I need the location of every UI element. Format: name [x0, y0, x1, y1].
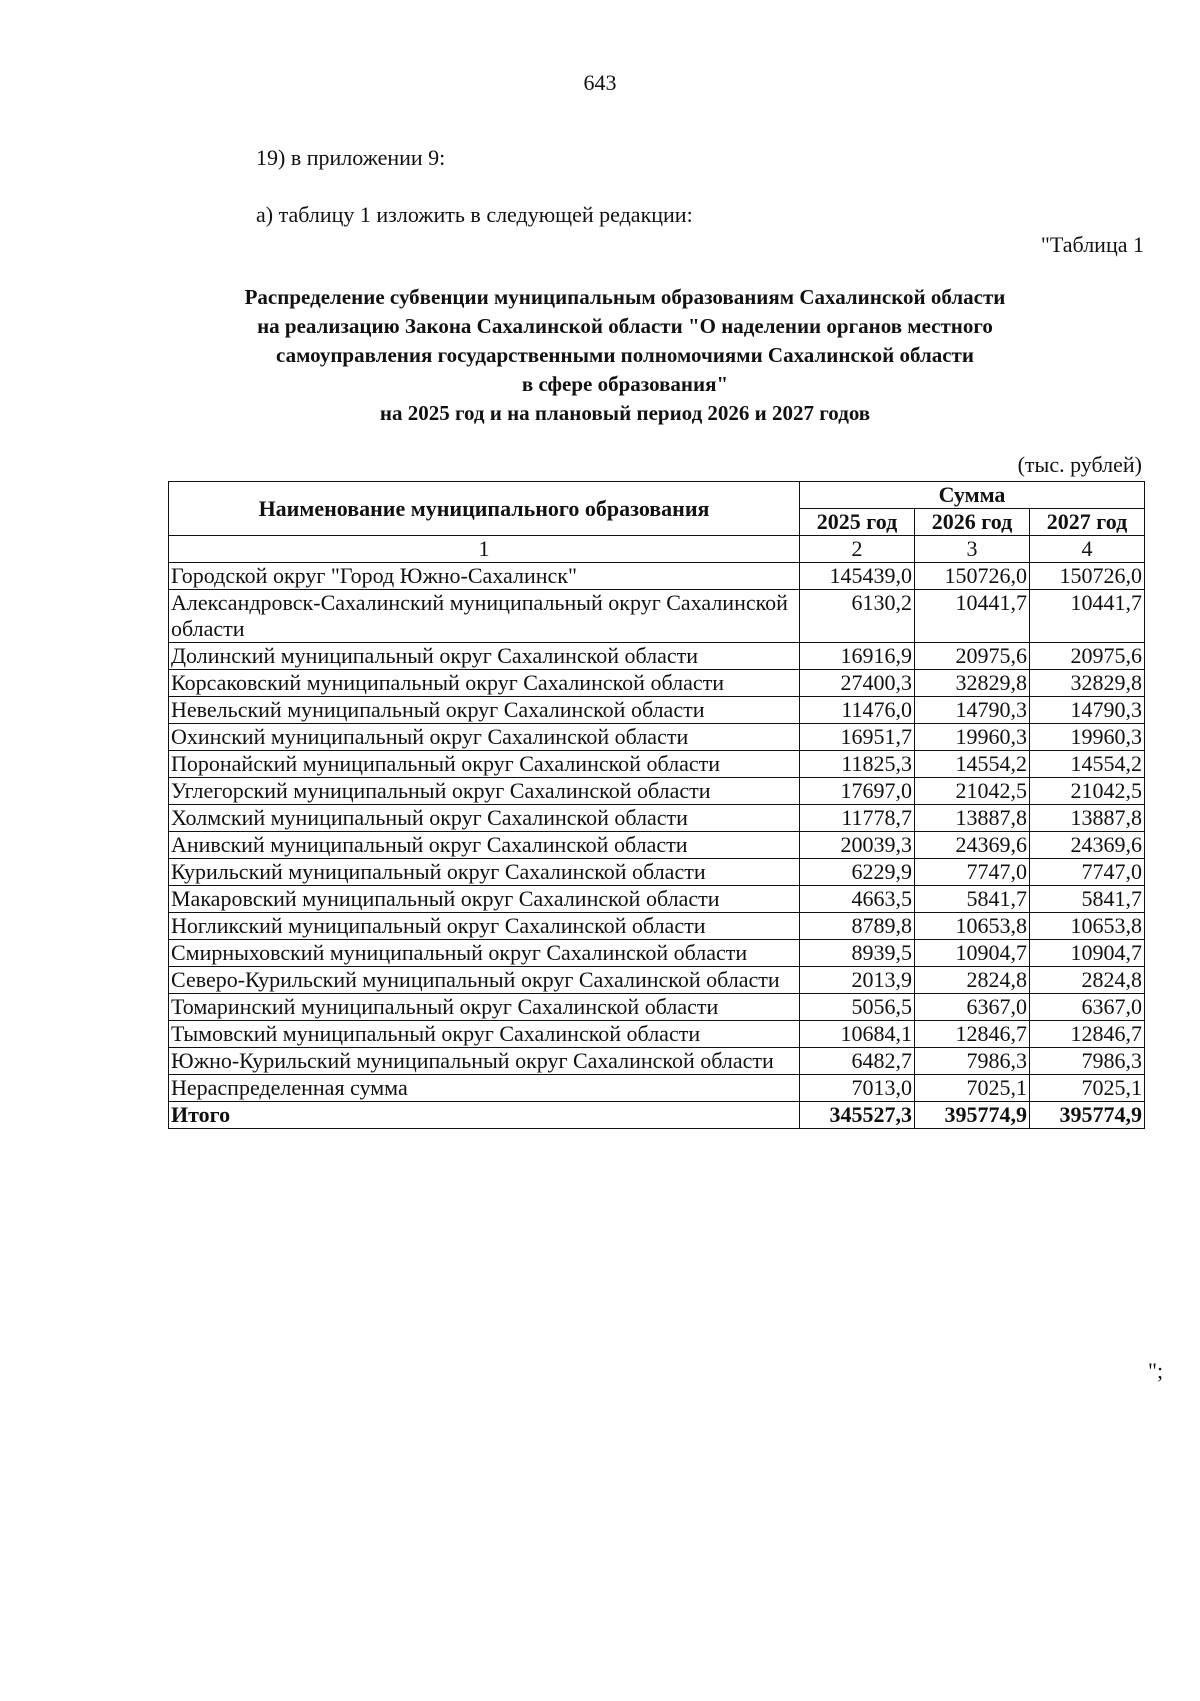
title-line: на реализацию Закона Сахалинской области "О наделении органов местного: [257, 314, 993, 338]
municipality-name: Анивский муниципальный округ Сахалинской области: [169, 832, 800, 859]
amount-2025: 7013,0: [800, 1075, 915, 1102]
table-row: [169, 832, 1145, 859]
municipality-name: Александровск-Сахалинский муниципальный округ Сахалинской области: [169, 590, 800, 643]
municipality-name: Тымовский муниципальный округ Сахалинской области: [169, 1021, 800, 1048]
amount-2027: 14790,3: [1030, 697, 1145, 724]
amount-2025: 6229,9: [800, 859, 915, 886]
amount-2025: 10684,1: [800, 1021, 915, 1048]
amount-2026: 21042,5: [915, 778, 1030, 805]
page-number: 643: [583, 70, 617, 95]
amount-2027: 20975,6: [1030, 643, 1145, 670]
total-row: [169, 1102, 1145, 1129]
subvention-table: [168, 481, 1145, 1129]
amount-2025: 6130,2: [800, 590, 915, 643]
title-line: самоуправления государственными полномочиями Сахалинской области: [276, 343, 974, 367]
amount-2027: 10904,7: [1030, 940, 1145, 967]
table-row: [169, 805, 1145, 832]
header-year-2027: 2027 год: [1030, 509, 1145, 536]
municipality-name: Углегорский муниципальный округ Сахалинской области: [169, 778, 800, 805]
amount-2025: 4663,5: [800, 886, 915, 913]
amount-2027: 7747,0: [1030, 859, 1145, 886]
column-number: 4: [1030, 536, 1145, 563]
title-line: в сфере образования": [521, 372, 729, 396]
amount-2025: 345527,3: [800, 1102, 915, 1129]
amount-2025: 145439,0: [800, 563, 915, 590]
table-row: [169, 1075, 1145, 1102]
amount-2027: 19960,3: [1030, 724, 1145, 751]
table-row: [169, 967, 1145, 994]
amount-2027: 5841,7: [1030, 886, 1145, 913]
amount-2026: 14554,2: [915, 751, 1030, 778]
amount-2025: 17697,0: [800, 778, 915, 805]
header-row: [169, 482, 1145, 509]
header-sum: Сумма: [800, 482, 1145, 509]
amount-2026: 10653,8: [915, 913, 1030, 940]
amount-2026: 19960,3: [915, 724, 1030, 751]
amount-2026: 7025,1: [915, 1075, 1030, 1102]
table-row: [169, 724, 1145, 751]
amount-2026: 395774,9: [915, 1102, 1030, 1129]
amount-2025: 16916,9: [800, 643, 915, 670]
amount-2025: 8789,8: [800, 913, 915, 940]
amount-2026: 10904,7: [915, 940, 1030, 967]
amount-2026: 12846,7: [915, 1021, 1030, 1048]
amount-2027: 395774,9: [1030, 1102, 1145, 1129]
amount-2026: 14790,3: [915, 697, 1030, 724]
column-number: 2: [800, 536, 915, 563]
municipality-name: Корсаковский муниципальный округ Сахалинской области: [169, 670, 800, 697]
municipality-name: Ногликский муниципальный округ Сахалинской области: [169, 913, 800, 940]
amount-2027: 32829,8: [1030, 670, 1145, 697]
amount-2025: 8939,5: [800, 940, 915, 967]
column-number: 1: [169, 536, 800, 563]
amount-2025: 11825,3: [800, 751, 915, 778]
municipality-name: Томаринский муниципальный округ Сахалинской области: [169, 994, 800, 1021]
table-row: [169, 940, 1145, 967]
table-row: [169, 994, 1145, 1021]
paragraph-item-19: 19) в приложении 9:: [256, 145, 446, 170]
table-row: [169, 886, 1145, 913]
column-number: 3: [915, 536, 1030, 563]
units-label: (тыс. рублей): [1017, 452, 1142, 477]
table-title: [150, 283, 1100, 428]
municipality-name: Невельский муниципальный округ Сахалинской области: [169, 697, 800, 724]
municipality-name: Смирныховский муниципальный округ Сахалинской области: [169, 940, 800, 967]
amount-2026: 7986,3: [915, 1048, 1030, 1075]
amount-2025: 5056,5: [800, 994, 915, 1021]
amount-2026: 13887,8: [915, 805, 1030, 832]
amount-2026: 7747,0: [915, 859, 1030, 886]
municipality-name: Долинский муниципальный округ Сахалинской области: [169, 643, 800, 670]
table-row: [169, 1048, 1145, 1075]
header-year-2026: 2026 год: [915, 509, 1030, 536]
amount-2025: 20039,3: [800, 832, 915, 859]
amount-2027: 13887,8: [1030, 805, 1145, 832]
amount-2027: 6367,0: [1030, 994, 1145, 1021]
amount-2027: 10441,7: [1030, 590, 1145, 643]
amount-2025: 11778,7: [800, 805, 915, 832]
table-row: [169, 778, 1145, 805]
paragraph-subitem-a: а) таблицу 1 изложить в следующей редакции:: [256, 202, 693, 227]
table-row: [169, 751, 1145, 778]
amount-2027: 21042,5: [1030, 778, 1145, 805]
amount-2027: 10653,8: [1030, 913, 1145, 940]
amount-2027: 2824,8: [1030, 967, 1145, 994]
amount-2026: 5841,7: [915, 886, 1030, 913]
municipality-name: Итого: [169, 1102, 800, 1129]
municipality-name: Макаровский муниципальный округ Сахалинской области: [169, 886, 800, 913]
amount-2027: 24369,6: [1030, 832, 1145, 859]
table-label: "Таблица 1: [1040, 232, 1144, 257]
table-body: [169, 536, 1145, 1129]
amount-2026: 10441,7: [915, 590, 1030, 643]
amount-2025: 16951,7: [800, 724, 915, 751]
municipality-name: Охинский муниципальный округ Сахалинской области: [169, 724, 800, 751]
table-row: [169, 913, 1145, 940]
amount-2025: 27400,3: [800, 670, 915, 697]
column-number-row: [169, 536, 1145, 563]
amount-2025: 6482,7: [800, 1048, 915, 1075]
amount-2026: 2824,8: [915, 967, 1030, 994]
municipality-name: Курильский муниципальный округ Сахалинской области: [169, 859, 800, 886]
amount-2025: 11476,0: [800, 697, 915, 724]
table-row: [169, 643, 1145, 670]
amount-2026: 24369,6: [915, 832, 1030, 859]
municipality-name: Поронайский муниципальный округ Сахалинской области: [169, 751, 800, 778]
table-row: [169, 590, 1145, 643]
table-row: [169, 1021, 1145, 1048]
municipality-name: Городской округ "Город Южно-Сахалинск": [169, 563, 800, 590]
municipality-name: Холмский муниципальный округ Сахалинской области: [169, 805, 800, 832]
municipality-name: Южно-Курильский муниципальный округ Сахалинской области: [169, 1048, 800, 1075]
amount-2027: 150726,0: [1030, 563, 1145, 590]
amount-2027: 14554,2: [1030, 751, 1145, 778]
amount-2027: 7025,1: [1030, 1075, 1145, 1102]
amount-2026: 6367,0: [915, 994, 1030, 1021]
amount-2027: 12846,7: [1030, 1021, 1145, 1048]
amount-2026: 20975,6: [915, 643, 1030, 670]
amount-2025: 2013,9: [800, 967, 915, 994]
title-line: Распределение субвенции муниципальным образованиям Сахалинской области: [244, 285, 1006, 309]
amount-2026: 150726,0: [915, 563, 1030, 590]
municipality-name: Нераспределенная сумма: [169, 1075, 800, 1102]
header-municipality-name: Наименование муниципального образования: [169, 482, 800, 536]
closing-quote: ";: [1148, 1358, 1164, 1383]
amount-2026: 32829,8: [915, 670, 1030, 697]
table-row: [169, 563, 1145, 590]
header-year-2025: 2025 год: [800, 509, 915, 536]
title-line: на 2025 год и на плановый период 2026 и 2027 годов: [379, 401, 871, 425]
table-row: [169, 697, 1145, 724]
table-row: [169, 859, 1145, 886]
municipality-name: Северо-Курильский муниципальный округ Сахалинской области: [169, 967, 800, 994]
table-row: [169, 670, 1145, 697]
amount-2027: 7986,3: [1030, 1048, 1145, 1075]
